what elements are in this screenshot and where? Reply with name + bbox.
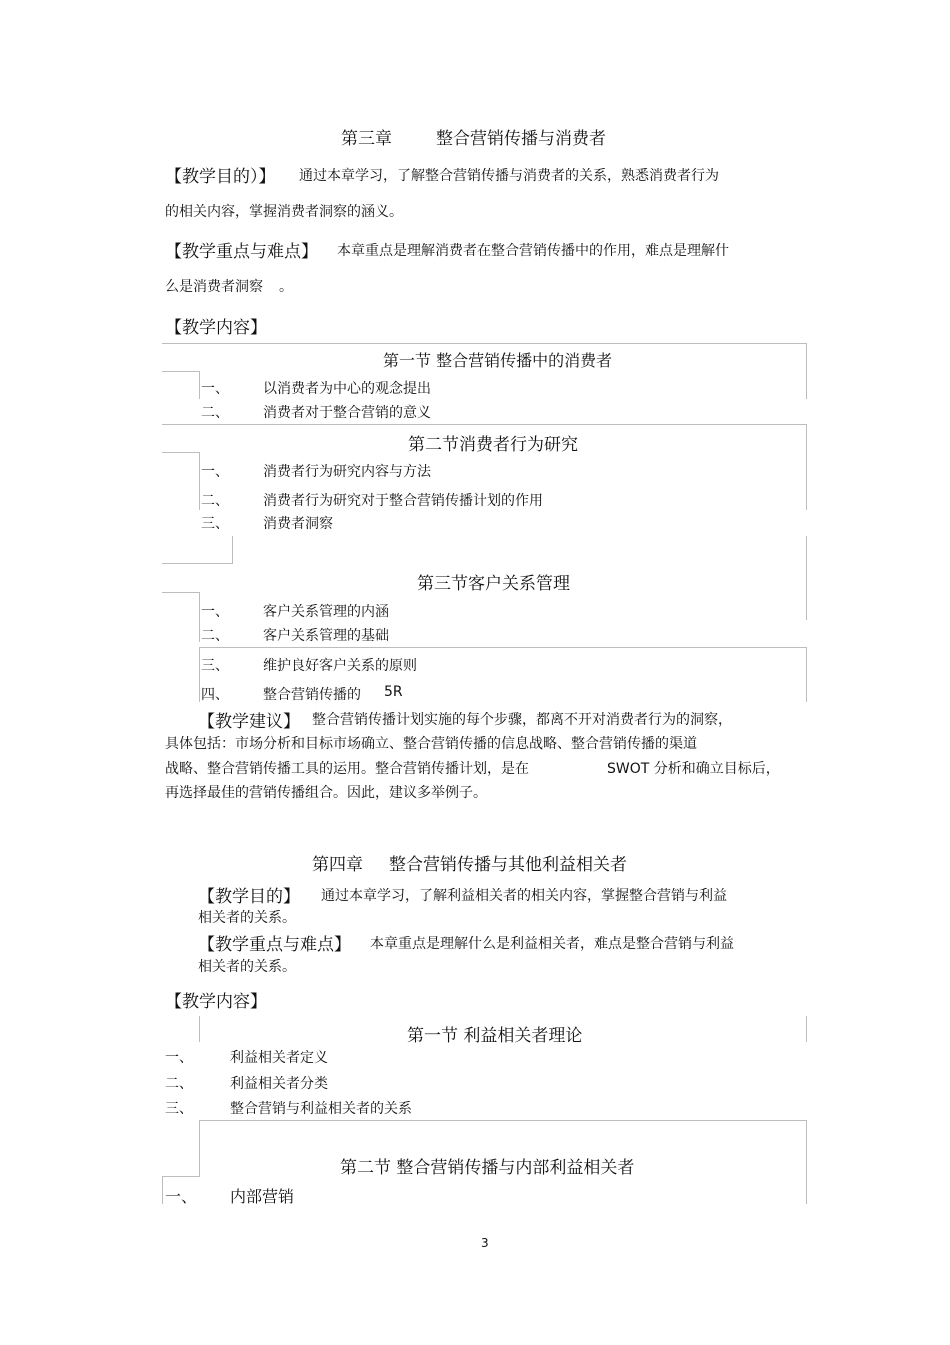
list-item-number: 二、 (201, 405, 229, 421)
divider (199, 1120, 200, 1176)
chapter4-title: 整合营销传播与其他利益相关者 (389, 855, 627, 875)
list-item-number: 二、 (201, 628, 229, 644)
list-item-number: 二、 (165, 1076, 193, 1092)
list-item-number: 四、 (201, 687, 229, 703)
divider (199, 592, 200, 642)
divider (162, 424, 807, 425)
ch3-suggestion-label: 【教学建议】 (198, 712, 300, 732)
chapter4-number: 第四章 (312, 855, 363, 875)
list-item: 内部营销 (230, 1187, 295, 1206)
ch3-section2-title: 第二节消费者行为研究 (408, 435, 578, 455)
ch3-section3-title: 第三节客户关系管理 (417, 574, 570, 594)
ch4-keypoints-label: 【教学重点与难点】 (198, 935, 351, 955)
list-item: 消费者行为研究对于整合营销传播计划的作用 (263, 493, 543, 509)
divider (199, 371, 200, 399)
ch3-suggestion-line4: 再选择最佳的营销传播组合。因此，建议多举例子。 (165, 785, 487, 801)
ch3-suggestion-line1: 整合营销传播计划实施的每个步骤，都离不开对消费者行为的洞察， (312, 712, 732, 728)
list-item: 整合营销与利益相关者的关系 (230, 1101, 412, 1117)
ch3-suggestion-line3-end: SWOT 分析和确立目标后， (607, 761, 780, 777)
divider (199, 1016, 200, 1042)
list-item-number: 三、 (201, 516, 229, 532)
divider (162, 1176, 200, 1177)
list-item: 客户关系管理的内涵 (263, 604, 389, 620)
divider (806, 536, 807, 620)
divider (162, 1176, 163, 1204)
divider (162, 452, 200, 453)
ch4-section1-title: 第一节 利益相关者理论 (407, 1026, 583, 1046)
ch4-objective-line2: 相关者的关系。 (198, 910, 296, 926)
divider (162, 371, 200, 372)
ch4-keypoints-line2: 相关者的关系。 (198, 959, 296, 975)
chapter3-title: 整合营销传播与消费者 (436, 129, 606, 149)
divider (806, 343, 807, 399)
list-item-number: 一、 (201, 464, 229, 480)
ch3-keypoints-line1: 本章重点是理解消费者在整合营销传播中的作用，难点是理解什 (337, 243, 729, 259)
divider (199, 452, 200, 510)
divider (806, 1120, 807, 1204)
list-item-number: 一、 (165, 1187, 198, 1206)
ch3-keypoints-line2: 么是消费者洞察 (165, 279, 263, 295)
ch3-section1-title: 第一节 整合营销传播中的消费者 (383, 351, 613, 370)
list-item: 消费者行为研究内容与方法 (263, 464, 431, 480)
divider (806, 424, 807, 510)
list-item-number: 三、 (165, 1101, 193, 1117)
list-item: 消费者对于整合营销的意义 (263, 405, 431, 421)
ch4-objective-line1: 通过本章学习，了解利益相关者的相关内容，掌握整合营销与利益 (321, 888, 727, 904)
divider (162, 343, 807, 344)
list-item: 客户关系管理的基础 (263, 628, 389, 644)
divider (806, 1016, 807, 1042)
ch3-objective-label: 【教学目的）】 (165, 167, 276, 187)
divider (199, 647, 200, 702)
ch3-objective-line2: 的相关内容，掌握消费者洞察的涵义。 (165, 204, 403, 220)
ch4-section2-title: 第二节 整合营销传播与内部利益相关者 (340, 1158, 635, 1178)
list-item: 整合营销传播的 (263, 687, 361, 703)
ch3-suggestion-line3: 战略、整合营销传播工具的运用。整合营销传播计划，是在 (165, 761, 529, 777)
ch4-keypoints-line1: 本章重点是理解什么是利益相关者，难点是整合营销与利益 (370, 936, 734, 952)
ch3-keypoints-label: 【教学重点与难点】 (165, 242, 318, 262)
list-item-number: 二、 (201, 493, 229, 509)
ch4-content-label: 【教学内容】 (165, 992, 267, 1012)
ch4-objective-label: 【教学目的】 (198, 887, 300, 907)
list-item: 以消费者为中心的观念提出 (263, 381, 431, 397)
list-item: 利益相关者分类 (230, 1076, 328, 1092)
ch3-objective-line1: 通过本章学习，了解整合营销传播与消费者的关系，熟悉消费者行为 (299, 168, 719, 184)
list-item-number: 一、 (201, 604, 229, 620)
list-item-number: 一、 (165, 1050, 193, 1066)
divider (806, 647, 807, 702)
ch3-content-label: 【教学内容】 (165, 318, 267, 338)
list-item: 消费者洞察 (263, 516, 333, 532)
list-item-suffix: 5R (384, 684, 403, 700)
divider (199, 1120, 807, 1121)
ch3-suggestion-line2: 具体包括：市场分析和目标市场确立、整合营销传播的信息战略、整合营销传播的渠道 (165, 736, 697, 752)
list-item: 维护良好客户关系的原则 (263, 658, 417, 674)
divider (162, 592, 200, 593)
divider (199, 647, 807, 648)
divider (232, 536, 233, 564)
list-item: 利益相关者定义 (230, 1050, 328, 1066)
page-number: 3 (481, 1236, 489, 1250)
ch3-keypoints-end: 。 (279, 279, 293, 295)
list-item-number: 一、 (201, 381, 229, 397)
chapter3-number: 第三章 (341, 129, 392, 149)
list-item-number: 三、 (201, 658, 229, 674)
divider (162, 563, 233, 564)
